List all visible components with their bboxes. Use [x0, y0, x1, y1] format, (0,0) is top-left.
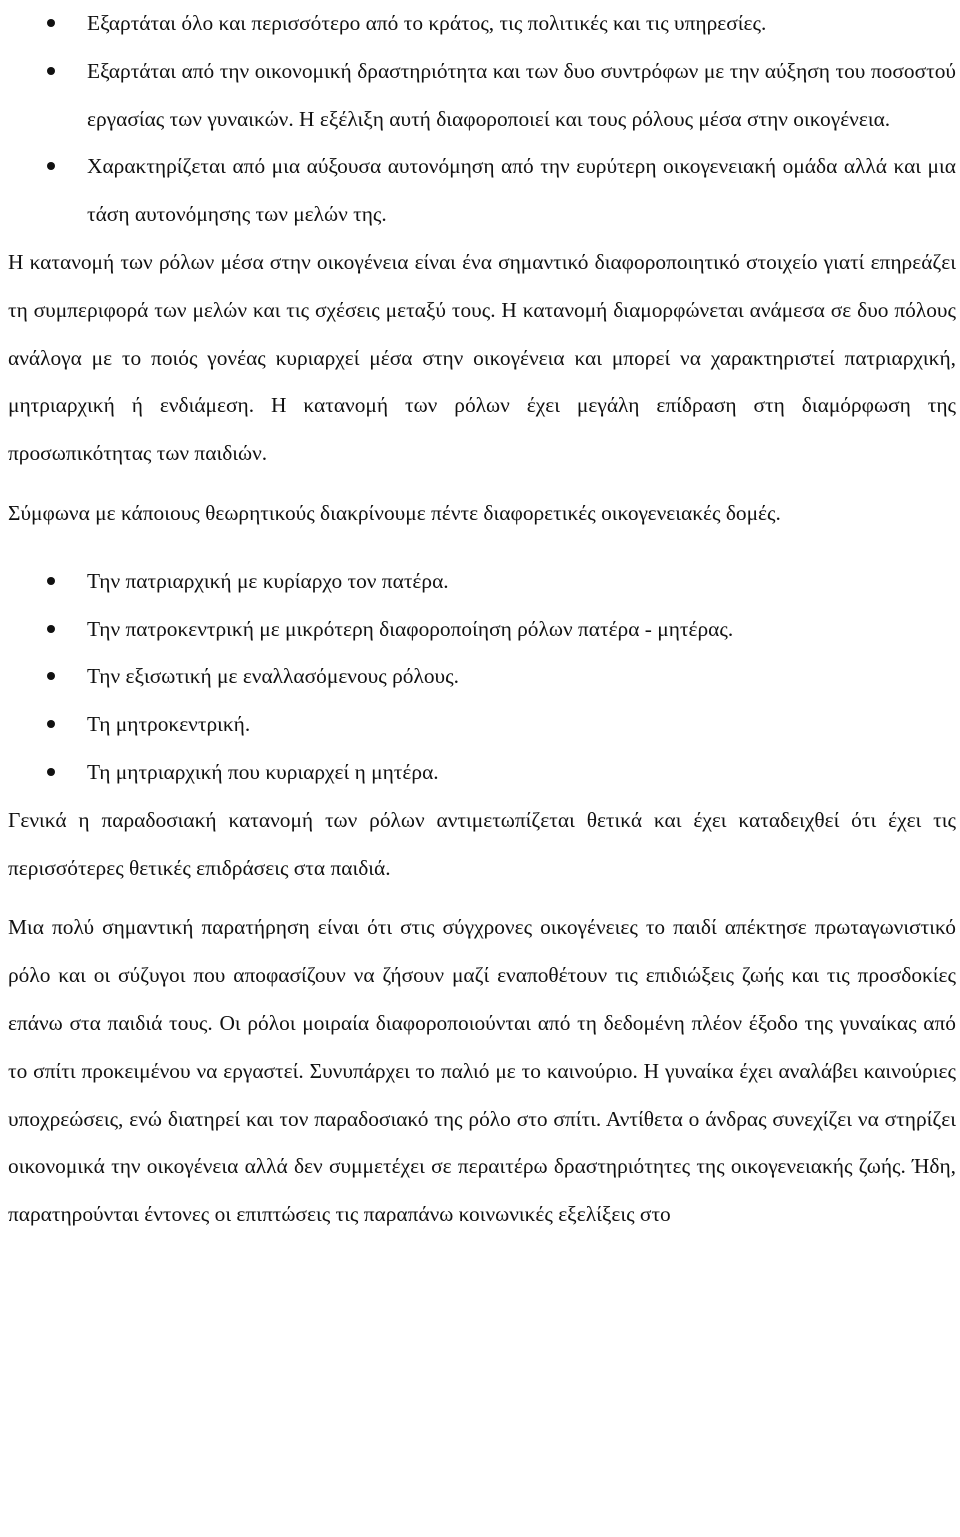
bullet-icon	[47, 720, 55, 728]
list-item	[8, 749, 956, 797]
list-item	[8, 558, 956, 606]
bullet-icon	[47, 577, 55, 585]
bullet-icon	[47, 67, 55, 75]
paragraph-traditional: Γενικά η παραδοσιακή κατανομή των ρόλων αντιμετωπίζεται θετικά και έχει καταδειχθεί ότι έχει τις περισσότερες θετικές επιδράσεις στα παιδιά.	[8, 807, 956, 880]
list-item-text: Την εξισωτική με εναλλασόμενους ρόλους.	[87, 664, 459, 689]
bullet-icon	[47, 625, 55, 633]
document-page	[8, 0, 956, 1239]
bullet-icon	[47, 768, 55, 776]
paragraph-roles: Η κατανομή των ρόλων μέσα στην οικογένεια είναι ένα σημαντικό διαφοροποιητικό στοιχείο γιατί επηρεάζει τη συμπεριφορά των μελών και τις σχέσεις μεταξύ τους. Η κατανομή διαμορφώνεται ανάμεσα σε δυο πόλους ανάλογα με το ποιός γονέας κυριαρχεί μέσα στην οικογένεια και μπορεί να χαρακτηριστεί πατριαρχική, μητριαρχική ή ενδιάμεση. Η κατανομή των ρόλων έχει μεγάλη επίδραση στη διαμόρφωση της προσωπικότητας των παιδιών.	[8, 249, 956, 466]
list-item-text: Την πατριαρχική με κυρίαρχο τον πατέρα.	[87, 568, 449, 593]
list-item-text: Εξαρτάται όλο και περισσότερο από το κράτος, τις πολιτικές και τις υπηρεσίες.	[87, 11, 767, 35]
list-item	[8, 48, 956, 144]
bullet-icon	[47, 162, 55, 170]
list-item-text: Εξαρτάται από την οικονομική δραστηριότητα και των δυο συντρόφων με την αύξηση του ποσοστού εργασίας των γυναικών. Η εξέλιξη αυτή διαφοροποιεί και τους ρόλους μέσα στην οικογένεια.	[87, 58, 956, 131]
list-item	[8, 0, 956, 48]
list-item-text: Χαρακτηρίζεται από μια αύξουσα αυτονόμηση από την ευρύτερη οικογενειακή ομάδα αλλά και μια τάση αυτονόμησης των μελών της.	[87, 154, 956, 227]
list-item-text: Την πατροκεντρική με μικρότερη διαφοροποίηση ρόλων πατέρα - μητέρας.	[87, 616, 734, 641]
list-item	[8, 606, 956, 654]
list-item	[8, 653, 956, 701]
structure-bullet-list	[8, 558, 956, 797]
top-bullet-list	[8, 0, 956, 239]
bullet-icon	[47, 19, 55, 27]
paragraph-modern: Μια πολύ σημαντική παρατήρηση είναι ότι στις σύγχρονες οικογένειες το παιδί απέκτησε πρωταγωνιστικό ρόλο και οι σύζυγοι που αποφασίζουν να ζήσουν μαζί εναποθέτουν τις επιδιώξεις ζωής και τις προσδοκίες επάνω στα παιδιά τους. Οι ρόλοι μοιραία διαφοροποιούνται από τη δεδομένη πλέον έξοδο της γυναίκας από το σπίτι προκειμένου να εργαστεί. Συνυπάρχει το παλιό με το καινούριο. Η γυναίκα έχει αναλάβει καινούριες υποχρεώσεις, ενώ διατηρεί και τον παραδοσιακό της ρόλο στο σπίτι. Αντίθετα ο άνδρας συνεχίζει να στηρίζει οικονομικά την οικογένεια αλλά δεν συμμετέχει σε περαιτέρω δραστηριότητες της οικογενειακής ζωής. Ήδη, παρατηρούνται έντονες οι επιπτώσεις τις παραπάνω κοινωνικές εξελίξεις στο	[8, 915, 956, 1227]
paragraph-structures: Σύμφωνα με κάποιους θεωρητικούς διακρίνουμε πέντε διαφορετικές οικογενειακές δομές.	[8, 500, 781, 525]
bullet-icon	[47, 672, 55, 680]
list-item-text: Τη μητροκεντρική.	[87, 712, 251, 737]
list-item	[8, 143, 956, 239]
list-item-text: Τη μητριαρχική που κυριαρχεί η μητέρα.	[87, 759, 439, 784]
list-item	[8, 701, 956, 749]
